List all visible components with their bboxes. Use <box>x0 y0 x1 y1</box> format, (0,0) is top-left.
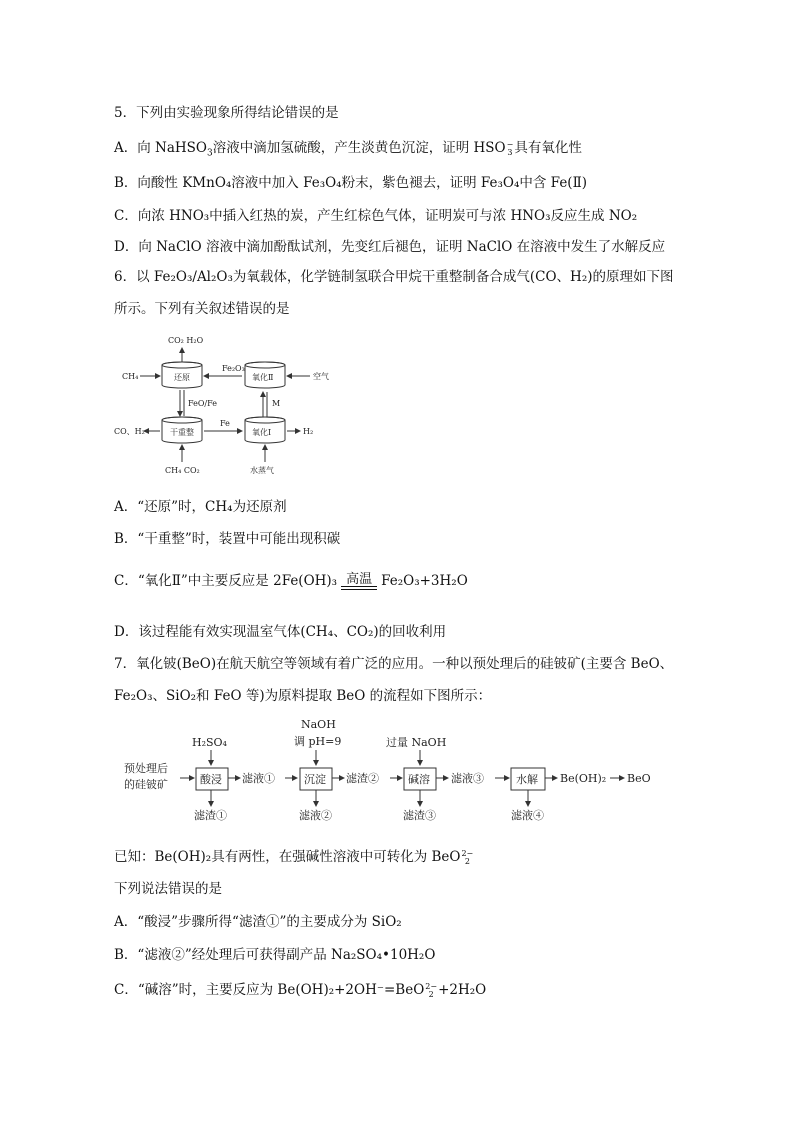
q6-option-d: D．该过程能有效实现温室气体(CH₄、CO₂)的回收利用 <box>114 624 447 640</box>
diagram-top-products: CO₂ H₂O <box>168 336 204 345</box>
diagram-fe: Fe <box>220 419 230 428</box>
q7-stem-line1: 7．氧化铍(BeO)在航天航空等领域有着广泛的应用。一种以预处理后的硅铍矿(主要含 BeO、 <box>114 656 674 672</box>
flow-excess-naoh: 过量 NaOH <box>386 736 447 749</box>
diagram-air: 空气 <box>313 372 329 381</box>
q7-ask: 下列说法错误的是 <box>114 881 222 897</box>
q7-known: 已知：Be(OH)₂具有两性，在强碱性溶液中可转化为 BeO 2− 2 <box>114 848 474 866</box>
reaction-condition: 高温 <box>346 571 373 587</box>
diagram-bottom-left: CH₄ CO₂ <box>165 466 200 475</box>
q5-option-b: B．向酸性 KMnO₄溶液中加入 Fe₃O₄粉末，紫色褪去，证明 Fe₃O₄中含 Fe(Ⅱ) <box>114 175 588 191</box>
q5-option-d: D．向 NaClO 溶液中滴加酚酞试剂，先变红后褪色，证明 NaClO 在溶液中发生了水解反应 <box>114 239 666 255</box>
flow-adjust-ph: 调 pH=9 <box>294 735 342 748</box>
flow-filtrate3: 滤液③ <box>451 772 484 785</box>
reduce-reactor <box>162 362 202 388</box>
diagram-ch4-in: CH₄ <box>122 372 139 381</box>
flow-product-beo: BeO <box>627 772 651 785</box>
q6-stem-line1: 6．以 Fe₂O₃/Al₂O₃为氧载体，化学链制氢联合甲烷干重整制备合成气(CO、H₂)的原理如下图 <box>114 269 674 285</box>
q7-option-a: A．“酸浸”步骤所得“滤渣①”的主要成分为 SiO₂ <box>114 914 402 930</box>
svg-text:水解: 水解 <box>516 773 538 786</box>
svg-text:酸浸: 酸浸 <box>200 773 222 786</box>
svg-text:氧化Ⅰ: 氧化Ⅰ <box>252 428 272 437</box>
flow-residue2: 滤渣② <box>346 772 379 785</box>
q6-process-diagram <box>110 330 350 480</box>
flow-filtrate1: 滤液① <box>242 772 275 785</box>
diagram-h2-out: H₂ <box>303 427 314 436</box>
q7-option-b: B．“滤液②”经处理后可获得副产品 Na₂SO₄•10H₂O <box>114 947 436 963</box>
diagram-feo-fe: FeO/Fe <box>188 399 217 408</box>
flow-filtrate4: 滤液④ <box>511 809 544 822</box>
q6-option-b: B．“干重整”时，装置中可能出现积碳 <box>114 531 341 547</box>
q5-option-a: A．向 NaHSO$_3$溶液中滴加氢硫酸，产生淡黄色沉淀，证明 HSO − 3 具有氧化性 <box>114 139 582 159</box>
flow-residue1: 滤渣① <box>194 809 227 822</box>
q7-flow-diagram <box>120 716 660 826</box>
flow-h2so4: H₂SO₄ <box>192 736 227 749</box>
oxid2-reactor <box>245 362 285 388</box>
q5-stem: 5．下列由实验现象所得结论错误的是 <box>114 105 339 121</box>
svg-text:碱溶: 碱溶 <box>408 773 430 786</box>
q5-option-c: C．向浓 HNO₃中插入红热的炭，产生红棕色气体，证明炭可与浓 HNO₃反应生成 NO₂ <box>114 208 638 224</box>
flow-start-1: 预处理后 <box>124 762 168 775</box>
svg-text:沉淀: 沉淀 <box>304 773 326 786</box>
flow-residue3: 滤渣③ <box>403 809 436 822</box>
oxid1-reactor <box>245 417 285 443</box>
diagram-co-h2: CO、H₂ <box>114 427 145 436</box>
diagram-steam: 水蒸气 <box>250 466 274 475</box>
dry-reform-reactor <box>162 417 202 443</box>
flow-start-2: 的硅铍矿 <box>124 778 168 791</box>
svg-text:还原: 还原 <box>174 373 190 382</box>
flow-filtrate2: 滤液② <box>299 809 332 822</box>
diagram-m: M <box>272 399 281 408</box>
flow-product-oh: Be(OH)₂ <box>560 772 607 785</box>
q7-option-c: C．“碱溶”时，主要反应为 Be(OH)₂+2OH⁻=BeO 2− 2 +2H₂O <box>114 981 487 999</box>
q6-stem-line2: 所示。下列有关叙述错误的是 <box>114 301 290 317</box>
flow-naoh: NaOH <box>301 718 336 731</box>
q6-option-c: C．“氧化Ⅱ”中主要反应是 2Fe(OH)₃ 高温 Fe₂O₃+3H₂O <box>114 568 468 595</box>
svg-text:氧化Ⅱ: 氧化Ⅱ <box>252 373 274 382</box>
svg-text:干重整: 干重整 <box>170 428 194 437</box>
q6-option-a: A．“还原”时，CH₄为还原剂 <box>114 499 287 515</box>
q7-stem-line2: Fe₂O₃、SiO₂和 FeO 等)为原料提取 BeO 的流程如下图所示： <box>114 688 492 704</box>
diagram-fe2o3: Fe₂O₃ <box>222 364 245 373</box>
